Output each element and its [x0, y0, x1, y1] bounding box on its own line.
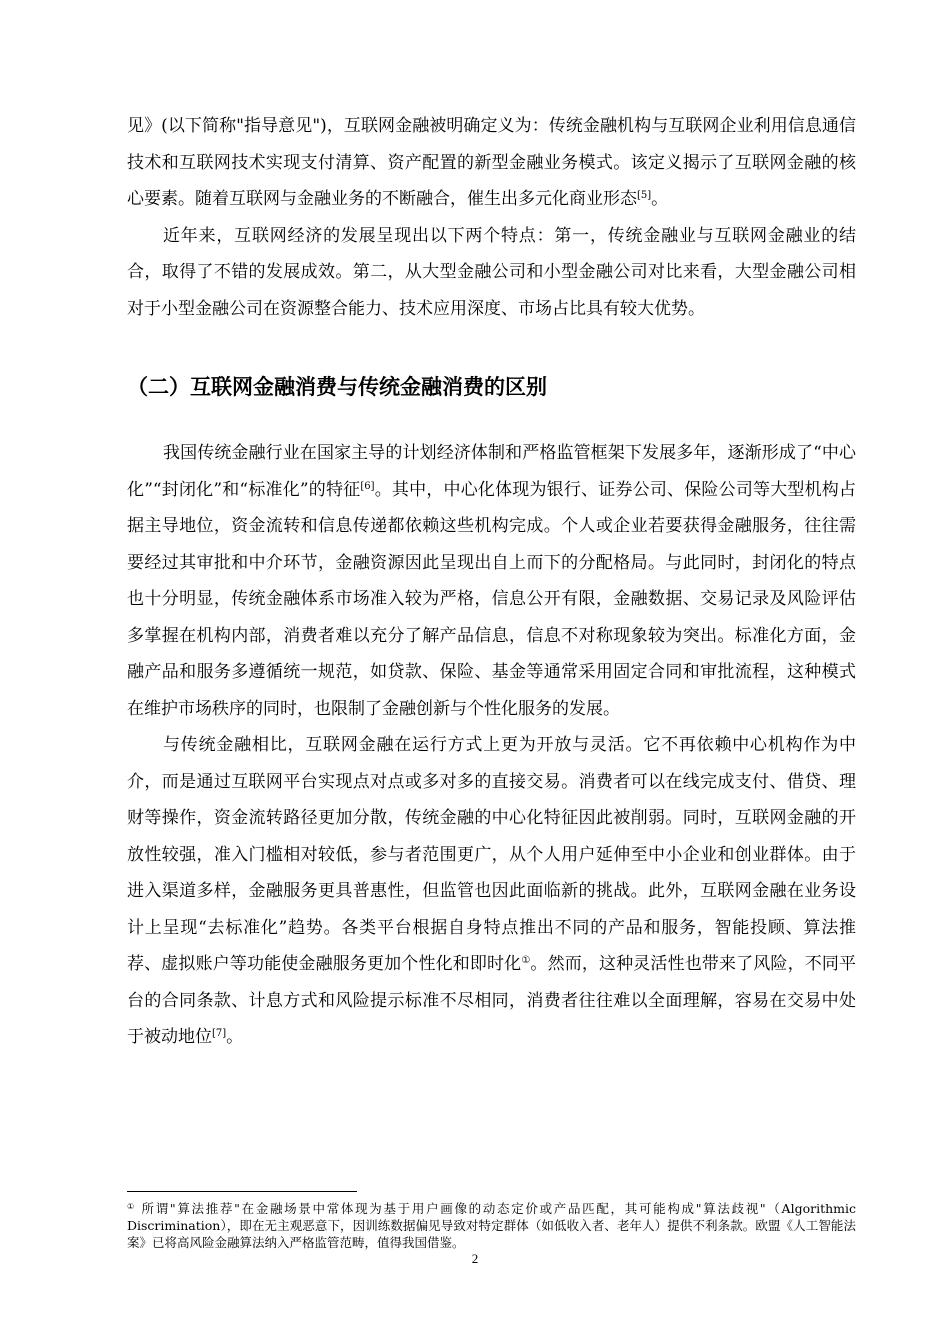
citation-7[interactable]: [7] [212, 1028, 227, 1039]
paragraph-3-text-a: 我国传统金融行业在国家主导的计划经济体制和严格监管框架下发展多年，逐渐形成了“中心化”“封闭化”和“标准化”的特征 [127, 443, 856, 500]
citation-5[interactable]: [5] [637, 190, 652, 201]
paragraph-1-text: 见》(以下简称"指导意见")，互联网金融被明确定义为：传统金融机构与互联网企业利用信息通信技术和互联网技术实现支付清算、资产配置的新型金融业务模式。该定义揭示了互联网金融的核心要素。随着互联网与金融业务的不断融合，催生出多元化商业形态 [127, 116, 856, 209]
footnote-ref-1[interactable]: ① [521, 955, 531, 966]
citation-6[interactable]: [6] [360, 480, 375, 492]
footnote-mark: ① [127, 1202, 136, 1211]
paragraph-4-text-a: 与传统金融相比，互联网金融在运行方式上更为开放与灵活。它不再依赖中心机构作为中介，而是通过互联网平台实现点对点或多对多的直接交易。消费者可以在线完成支付、借贷、理财等操作，资金流转路径更加分散，传统金融的中心化特征因此被削弱。同时，互联网金融的开放性较强，准入门槛相对较低，参与者范围更广，从个人用户延伸至中小企业和创业群体。由于进入渠道多样，金融服务更具普惠性，但监管也因此面临新的挑战。此外，互联网金融在业务设计上呈现“去标准化”趋势。各类平台根据自身特点推出不同的产品和服务，智能投顾、算法推荐、虚拟账户等功能使金融服务更加个性化和即时化 [127, 735, 856, 974]
paragraph-3-text-b: 。其中，中心化体现为银行、证券公司、保险公司等大型机构占据主导地位，资金流转和信息传递都依赖这些机构完成。个人或企业若要获得金融服务，往往需要经过其审批和中介环节，金融资源因此呈现出自上而下的分配格局。与此同时，封闭化的特点也十分明显，传统金融体系市场准入较为严格，信息公开有限，金融数据、交易记录及风险评估多掌握在机构内部，消费者难以充分了解产品信息，信息不对称现象较为突出。标准化方面，金融产品和服务多遵循统一规范，如贷款、保险、基金等通常采用固定合同和审批流程，这种模式在维护市场秩序的同时，也限制了金融创新与个性化服务的发展。 [127, 479, 856, 719]
footnote-separator [127, 1191, 357, 1192]
paragraph-1 [127, 108, 856, 218]
paragraph-4-text-c: 。 [226, 1027, 244, 1047]
body-text [127, 108, 856, 1056]
paragraph-2: 近年来，互联网经济的发展呈现出以下两个特点：第一，传统金融业与互联网金融业的结合，取得了不错的发展成效。第二，从大型金融公司和小型金融公司对比来看，大型金融公司相对于小型金融公司在资源整合能力、技术应用深度、市场占比具有较大优势。 [127, 225, 856, 319]
paragraph-4-text-b: 。然而，这种灵活性也带来了风险，不同平台的合同条款、计息方式和风险提示标准不尽相同，消费者往往难以全面理解，容易在交易中处于被动地位 [127, 954, 857, 1047]
paragraph-1-tail: 。 [651, 189, 669, 209]
section-heading: （二）互联网金融消费与传统金融消费的区别 [127, 375, 547, 399]
footnote-1 [127, 1200, 856, 1251]
paragraph-4 [127, 727, 856, 1056]
paragraph-3 [127, 435, 856, 727]
footnote-text: 所谓"算法推荐"在金融场景中常体现为基于用户画像的动态定价或产品匹配，其可能构成"算法歧视"（Algorithmic Discrimination），即在无主观恶意下，因训练数据偏见导致对特定群体（如低收入者、老年人）提供不利条款。欧盟《人工智能法案》已将高风险金融算法纳入严格监管范畴，值得我国借鉴。 [127, 1201, 856, 1250]
page-number: 2 [471, 1251, 479, 1266]
